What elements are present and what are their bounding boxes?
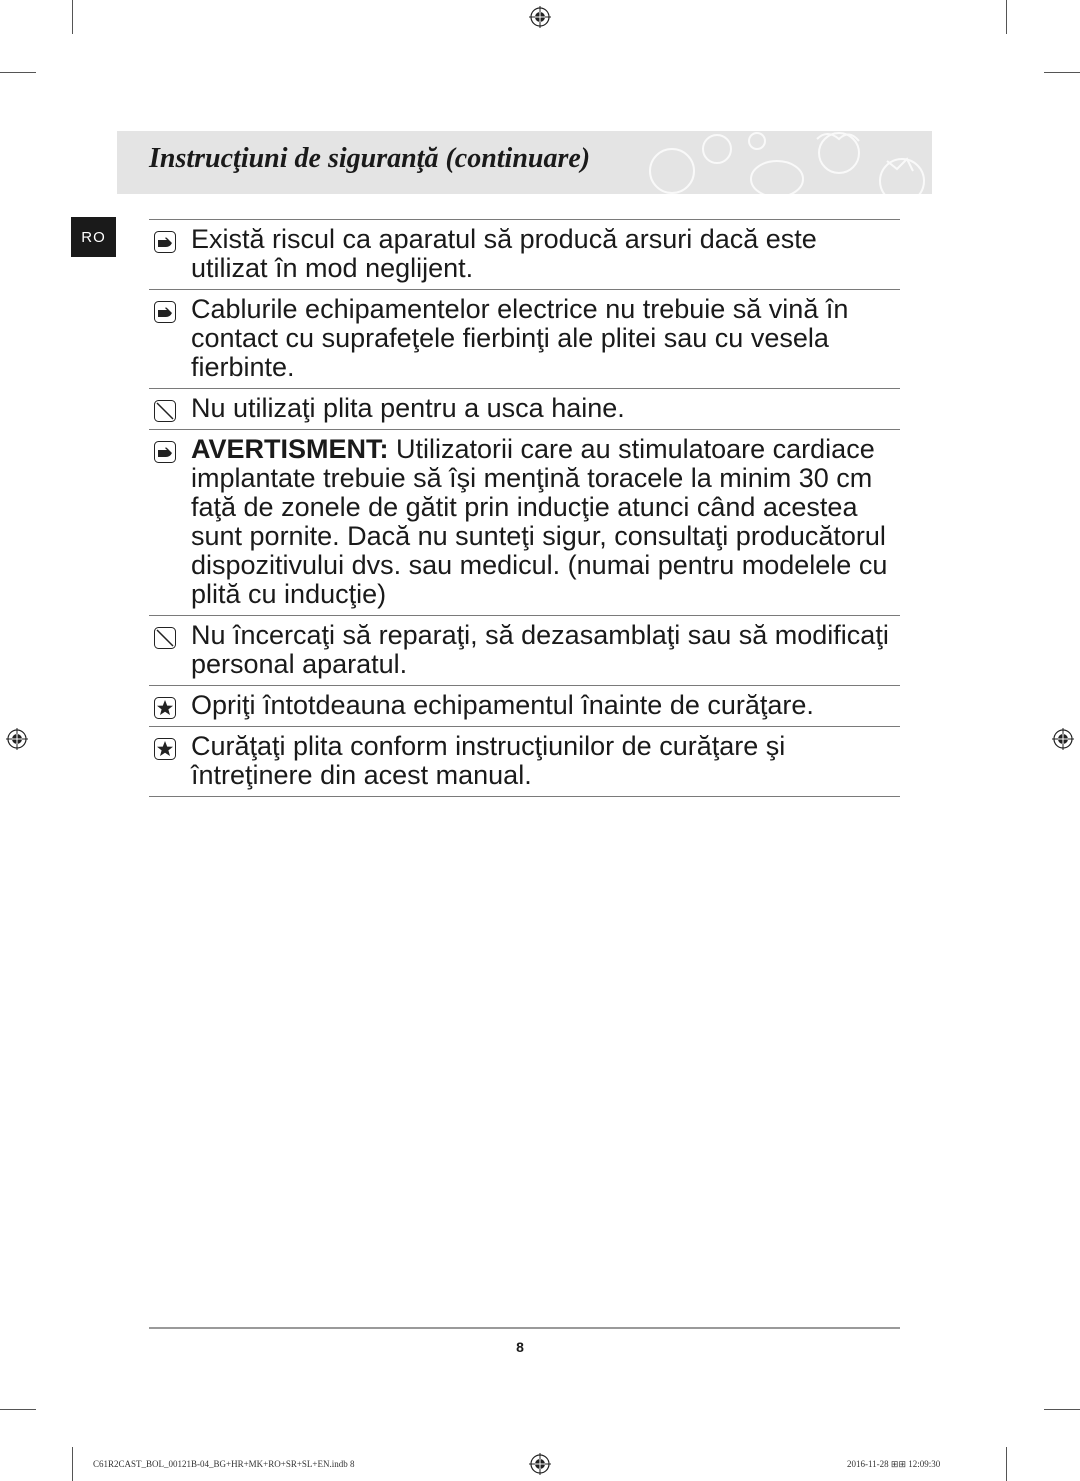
list-item	[149, 429, 900, 615]
registration-mark-icon	[529, 1453, 551, 1475]
warning-label: AVERTISMENT:	[191, 434, 389, 464]
list-item-text	[191, 435, 900, 609]
pointing-hand-icon	[154, 441, 176, 463]
pointing-hand-icon	[154, 231, 176, 253]
prohibited-icon	[154, 400, 176, 422]
list-item-text: Curăţaţi plita conform instrucţiunilor de curăţare şi întreţinere din acest manual.	[191, 731, 786, 790]
list-item-text: Nu încercaţi să reparaţi, să dezasamblaţi sau să modificaţi personal aparatul.	[191, 620, 889, 679]
footer-timestamp: 2016-11-28 ⊞⊞ 12:09:30	[847, 1459, 941, 1469]
list-item	[149, 289, 900, 388]
crop-mark	[0, 1409, 36, 1410]
list-item	[149, 388, 900, 429]
crop-mark	[1006, 0, 1007, 34]
language-tab: RO	[71, 217, 116, 257]
section-header	[117, 131, 932, 194]
crop-mark	[1006, 1447, 1007, 1481]
safety-instructions-list	[149, 219, 900, 797]
page-title: Instrucţiuni de siguranţă (continuare)	[149, 143, 591, 174]
page-number: 8	[516, 1339, 524, 1355]
registration-mark-icon	[6, 728, 28, 750]
list-item	[149, 219, 900, 289]
registration-mark-icon	[1052, 728, 1074, 750]
crop-mark	[72, 0, 73, 34]
star-icon	[154, 738, 176, 760]
star-icon	[154, 697, 176, 719]
list-item	[149, 685, 900, 726]
list-item	[149, 726, 900, 797]
list-item-text: Opriţi întotdeauna echipamentul înainte de curăţare.	[191, 690, 814, 720]
crop-mark	[1044, 72, 1080, 73]
crop-mark	[0, 72, 36, 73]
footer-divider	[149, 1327, 900, 1329]
pointing-hand-icon	[154, 301, 176, 323]
list-item-text: Nu utilizaţi plita pentru a usca haine.	[191, 393, 625, 423]
list-item	[149, 615, 900, 685]
crop-mark	[72, 1447, 73, 1481]
crop-mark	[1044, 1409, 1080, 1410]
footer-file-name: C61R2CAST_BOL_00121B-04_BG+HR+MK+RO+SR+SL+EN.indb 8	[93, 1459, 355, 1469]
registration-mark-icon	[529, 6, 551, 28]
list-item-text: Există riscul ca aparatul să producă arsuri dacă este utilizat în mod neglijent.	[191, 224, 817, 283]
list-item-text: Cablurile echipamentelor electrice nu trebuie să vină în contact cu suprafeţele fierbinţi ale plitei sau cu vesela fierbinte.	[191, 294, 849, 382]
prohibited-icon	[154, 627, 176, 649]
warning-text: Utilizatorii care au stimulatoare cardiace implantate trebuie să îşi menţină toracele la minim 30 cm faţă de zonele de gătit prin inducţie atunci când acestea sunt pornite. Dacă nu sunteţi sigur, consultaţi producătorul dispozitivului dvs. sau medicul. (numai pentru modelele cu plită cu inducţie)	[191, 434, 888, 609]
